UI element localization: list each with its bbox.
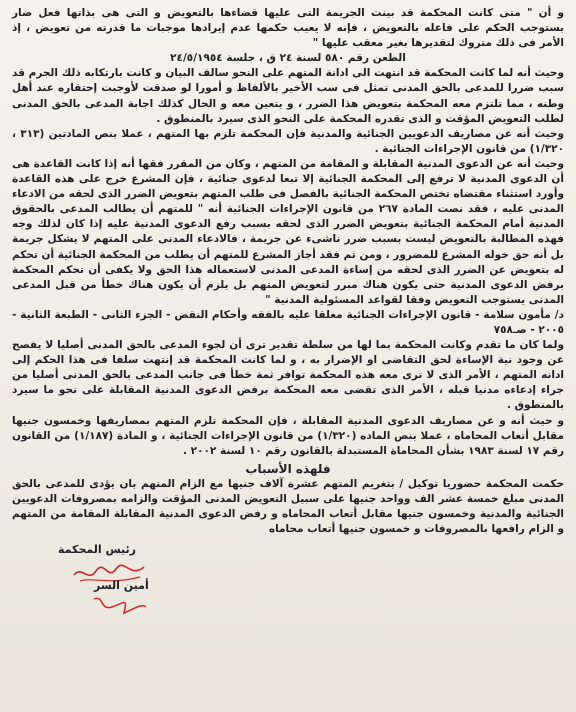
verdict-text: حكمت المحكمة حضوريا توكيل / بتغريم المتهم عشرة آلاف جنيها مع الزام المتهم بان يؤدى للمدعى بالحق المدنى مبلغ خمسة عشر الف وواحد جنيها على سبيل التعويض المدنى المؤقت والزامه بمصروفات الدعويين الجنائية والمدنية وخمسون جنيها مقابل أتعاب المحاماه و رفض الدعوى المدنية المقابلة المقامة من المتهم و الزام رافعها بالمصروفات و خمسون جنيها أتعاب محاماه bbox=[12, 477, 564, 536]
paragraph-court-discretion: ولما كان ما تقدم وكانت المحكمة بما لها من سلطة تقدير ترى أن لجوء المدعى بالحق المدنى أصليا لا يفصح عن وجود نية الإساءة لحق التقاضى او الإضرار به ، و لما كانت المحكمة قد إنتهت سلفا فى هذا الحكم إلى ادانه المتهم ، الأمر الذى لا ترى معه هذه المحكمة توافر ثمة خطأ فى جانب المدعى بالحق المدنى أصليا من جراء إدعاءه مدنيا قبله ، الأمر الذى تقضى معه المحكمة برفض الدعوى المدنية المقابلة على نحو ما سيرد بالمنطوق . bbox=[12, 339, 564, 412]
paragraph-counter-suit: وحيث أنه عن الدعوى المدنية المقابلة و المقامة من المتهم ، وكان من المقرر فقها أنه إذا كانت القاعدة هى أن الدعوى المدنية لا ترفع إلى المحكمة الجنائية إلا تبعا لدعوى جنائية ، فإن المشرع خرج على هذه القاعدة وأورد استثناء مقتضاه تختص المحكمة الجنائية بالفصل فى طلب المتهم بتعويض الضرر الذى لحقه من الادعاء المدنى عليه ، فقد نصت المادة ٢٦٧ من قانون الإجراءات الجنائية أنه " للمتهم أن يطالب المدعى بالحقوق المدنية أمام المحكمة الجنائية بتعويض الضرر الذى لحقه بسبب رفع الدعوى المدنية عليه إذا كان لذلك وجه فهذه المطالبة بالتعويض ليست بسبب ضرر ناشىء عن جريمة ، فالادعاء المدنى على المتهم لا يشكل جريمة بل أنه حق خوله المشرع للمضرور ، ومن ثم فقد أجاز المشرع للمتهم أن يطلب من المحكمة الجنائية أن تحكم له بتعويض عن الضرر الذى لحقه من إساءة المدعى المدنى لاستعماله هذا الحق ولا يكفى أن تحكم المحكمة برفض الدعوى المدنية حتى يكون هناك مبرر لتعويض المتهم بل يلزم أن يكون هناك خطأ من قبل المدعى المدنى يستوجب التعويض وفقا لقواعد المسئولية المدنية " bbox=[12, 157, 564, 306]
paragraph-quote-citation: و أن " متى كانت المحكمة قد بينت الجريمة التى عليها قضاءها بالتعويض و التى هى بذاتها فعل ضار بستوجب الحكم على فاعله بالتعويض ، فإنه لا يعيب حكمها عدم إيرادها موجبات ما قدرته من تعويض ، إذ الأمر فى ذلك متروك لتقديرها بغير معقب عليها " bbox=[12, 7, 564, 50]
verdict-section bbox=[12, 477, 564, 537]
paragraph-case-reference: الطعن رقم ٥٨٠ لسنة ٢٤ ق ، جلسة ٢٤/٥/١٩٥٤ bbox=[170, 52, 406, 65]
paragraph-counter-suit-costs: و حيث أنه و عن مصاريف الدعوى المدنية المقابلة ، فإن المحكمة تلزم المتهم بمصاريفها وخمسون جنيها مقابل أتعاب المحاماه ، عملا بنص الماده (١/٣٢٠) من قانون الإجراءات الجنائية ، و المادة (١/١٨٧) من القانون رقم ١٧ لسنة ١٩٨٣ بشأن المحاماة المستبدلة بالقانون رقم ١٠ لسنة ٢٠٠٢ . bbox=[12, 414, 564, 457]
signature-block bbox=[12, 541, 564, 631]
paragraph-reference-book: د/ مأمون سلامة - قانون الإجراءات الجنائية معلقا عليه بالفقه وأحكام النقض - الجزء الثانى - الطبعة الثانية - ٢٠٠٥ - صـ٧٥٨ bbox=[12, 308, 564, 336]
court-president-label: رئيس المحكمة bbox=[58, 543, 136, 557]
paragraph-costs: وحيث أنه عن مصاريف الدعويين الجنائية والمدنية فإن المحكمة تلزم بها المتهم ، عملا بنص المادتين (٣١٣ ، ١/٣٢٠) من قانون الإجراءات الجنائية . bbox=[12, 127, 564, 155]
secretary-signature bbox=[90, 593, 150, 619]
secretary-label: أمين السر bbox=[94, 579, 149, 593]
paragraph-defendant-liability: وحيث أنه لما كانت المحكمة قد انتهت الى ادانة المتهم على النحو سالف البيان و كانت بارتكابه ذلك الجرم قد سبب ضررا للمدعى بالحق المدنى تمثل فى سب الأخير بالألفاظ و أمورا لو صدقت لأوجبت إحتقاره عند أهل وطنه ، مما تلتزم معه المحكمة بتعويض هذا الضرر ، و يتعين معه و الحال كذلك اجابة المدعى بالحق المدنى لطلب التعويض المؤقت و الذى تقدره المحكمة على النحو الذى سيرد بالمنطوق . bbox=[12, 67, 564, 125]
reasons-heading: فلهذه الأسباب bbox=[245, 461, 331, 476]
judgment-body bbox=[12, 6, 564, 459]
